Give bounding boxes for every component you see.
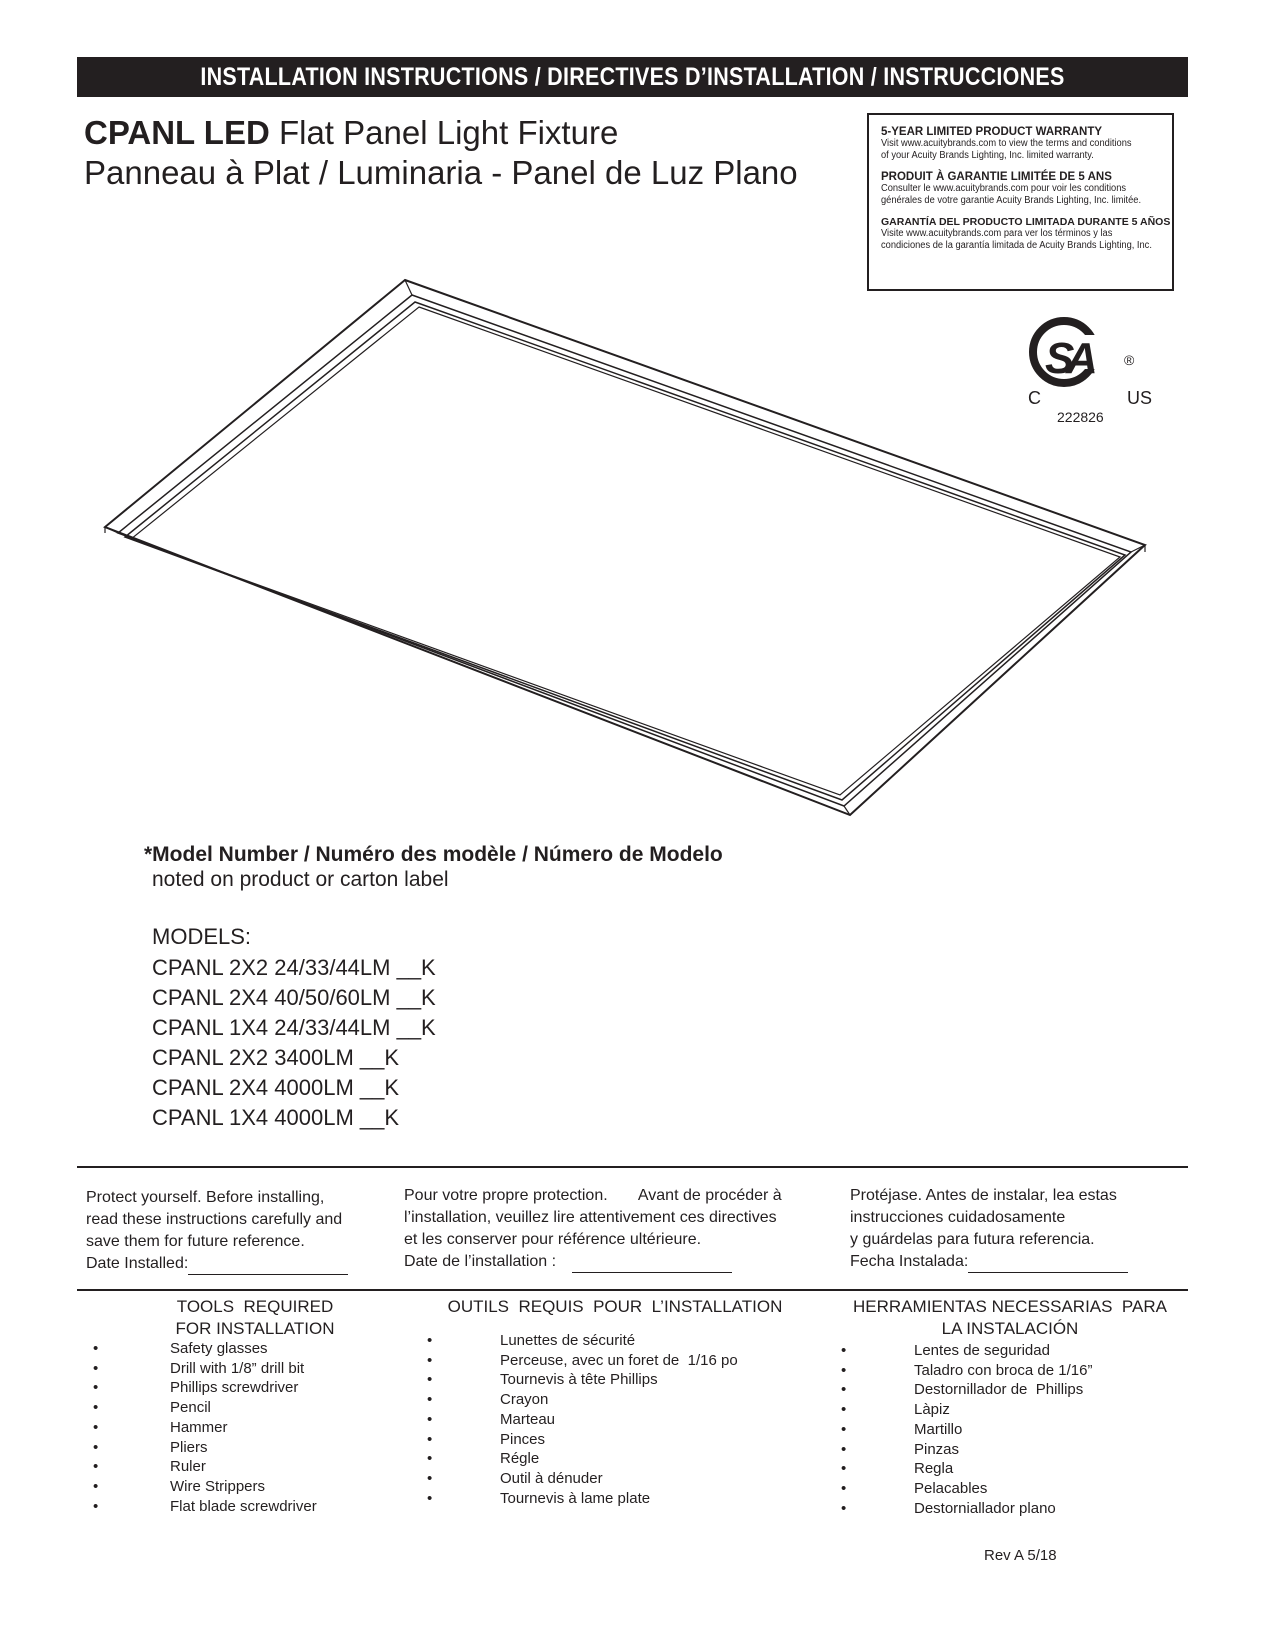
list-item [93, 1418, 317, 1438]
tool-label: Marteau [500, 1410, 556, 1428]
tools-heading-line: OUTILS REQUIS POUR L’INSTALLATION [447, 1297, 783, 1316]
bullet: • [427, 1430, 433, 1448]
protect-notice-es [850, 1185, 1180, 1273]
warranty-fr-heading: PRODUIT À GARANTIE LIMITÉE DE 5 ANS [881, 171, 1112, 183]
bullet: • [427, 1469, 433, 1487]
list-item [427, 1469, 738, 1489]
tool-label: Wire Strippers [170, 1477, 266, 1495]
model-item: CPANL 2X4 40/50/60LM __K [152, 985, 436, 1010]
model-item: CPANL 2X4 4000LM __K [152, 1075, 400, 1100]
tools-heading-fr [420, 1296, 810, 1318]
warranty-en-heading: 5-YEAR LIMITED PRODUCT WARRANTY [881, 126, 1103, 138]
list-item [427, 1449, 738, 1469]
fecha-instalada-row [850, 1251, 1180, 1273]
protect-fr-line: Pour votre propre protection. Avant de procéder à [404, 1187, 782, 1204]
list-item [841, 1341, 1092, 1361]
bullet: • [841, 1361, 847, 1379]
bullet: • [93, 1477, 99, 1495]
warranty-en-line2: of your Acuity Brands Lighting, Inc. limited warranty. [881, 150, 1094, 161]
tools-heading-line: FOR INSTALLATION [175, 1319, 335, 1338]
tool-label: Regla [914, 1460, 954, 1478]
bullet: • [841, 1381, 847, 1399]
tool-label: Pencil [170, 1399, 211, 1417]
warranty-es-line1: Visite www.acuitybrands.com para ver los términos y las [881, 228, 1113, 239]
protect-fr-line: et les conserver pour référence ultérieure. [404, 1231, 702, 1248]
tool-label: Phillips screwdriver [170, 1379, 299, 1397]
divider [77, 1166, 1188, 1168]
bullet: • [93, 1418, 99, 1436]
warranty-fr-line2: générales de votre garantie Acuity Brands Lighting, Inc. limitée. [881, 195, 1142, 206]
bullet: • [427, 1351, 433, 1369]
list-item [93, 1378, 317, 1398]
bullet: • [93, 1359, 99, 1377]
model-item: CPANL 2X2 24/33/44LM __K [152, 955, 436, 980]
warranty-es-line2: condiciones de la garantía limitada de Acuity Brands Lighting, Inc. [881, 240, 1152, 251]
list-item [93, 1359, 317, 1379]
tool-label: Crayon [500, 1391, 549, 1409]
tools-heading-en [120, 1296, 390, 1340]
fecha-instalada-label: Fecha Instalada: [850, 1253, 969, 1270]
tool-label: Tournevis à lame plate [500, 1489, 651, 1507]
list-item [841, 1459, 1092, 1479]
list-item [841, 1499, 1092, 1519]
protect-es-line: Protéjase. Antes de instalar, lea estas [850, 1187, 1117, 1204]
protect-fr-line: l’installation, veuillez lire attentivement ces directives [404, 1209, 777, 1226]
product-subtitle: Panneau à Plat / Luminaria - Panel de Luz Plano [84, 154, 798, 191]
product-brand: CPANL LED [84, 114, 270, 151]
banner-text: INSTALLATION INSTRUCTIONS / DIRECTIVES D’INSTALLATION / INSTRUCCIONES [200, 62, 1065, 91]
model-number-note: noted on product or carton label [152, 868, 449, 891]
list-item [427, 1489, 738, 1509]
fecha-instalada-field[interactable] [968, 1255, 1128, 1273]
bullet: • [841, 1479, 847, 1497]
list-item [93, 1438, 317, 1458]
tool-label: Destornillador de Phillips [914, 1381, 1084, 1399]
csa-c-label: C [1028, 388, 1041, 408]
list-item [427, 1390, 738, 1410]
model-item: CPANL 2X2 3400LM __K [152, 1045, 400, 1070]
tool-label: Taladro con broca de 1/16” [914, 1361, 1093, 1379]
tool-label: Ruler [170, 1458, 206, 1476]
list-item [427, 1430, 738, 1450]
list-item [427, 1410, 738, 1430]
bullet: • [427, 1332, 433, 1349]
warranty-es-heading: GARANTÍA DEL PRODUCTO LIMITADA DURANTE 5 AÑOS [881, 216, 1171, 228]
tools-heading-line: LA INSTALACIÓN [941, 1319, 1079, 1338]
tool-label: Drill with 1/8” drill bit [170, 1359, 305, 1377]
tool-label: Hammer [170, 1418, 228, 1436]
date-installed-field[interactable] [188, 1257, 348, 1275]
bullet: • [93, 1497, 99, 1515]
tool-label: Flat blade screwdriver [170, 1497, 317, 1515]
bullet: • [427, 1410, 433, 1428]
tool-label: Pliers [170, 1438, 208, 1456]
protect-notice-fr [404, 1185, 836, 1273]
list-item [841, 1380, 1092, 1400]
tool-label: Perceuse, avec un foret de 1/16 po [500, 1351, 738, 1369]
bullet: • [427, 1371, 433, 1389]
models-list [152, 953, 436, 1133]
model-number-heading: *Model Number / Numéro des modèle / Número de Modelo [144, 843, 723, 866]
tool-label: Régle [500, 1450, 540, 1468]
tool-label: Lentes de seguridad [914, 1342, 1050, 1359]
tools-list-fr [427, 1331, 738, 1508]
tool-label: Destorniallador plano [914, 1499, 1056, 1517]
tool-label: Làpiz [914, 1401, 950, 1419]
list-item [93, 1457, 317, 1477]
tools-list-en [93, 1339, 317, 1516]
svg-text:S: S [1045, 334, 1075, 383]
list-item [841, 1420, 1092, 1440]
warranty-en-line1: Visit www.acuitybrands.com to view the terms and conditions [881, 138, 1132, 149]
list-item [841, 1400, 1092, 1420]
tool-label: Pinzas [914, 1440, 960, 1458]
protect-en-line: read these instructions carefully and [86, 1211, 343, 1228]
bullet: • [93, 1399, 99, 1417]
tool-label: Pelacables [914, 1479, 988, 1497]
divider [77, 1289, 1188, 1291]
model-item: CPANL 1X4 4000LM __K [152, 1105, 400, 1130]
list-item [93, 1477, 317, 1497]
list-item [841, 1440, 1092, 1460]
tools-heading-line: TOOLS REQUIRED [176, 1297, 334, 1316]
bullet: • [427, 1450, 433, 1468]
bullet: • [841, 1420, 847, 1438]
date-installation-label: Date de l’installation : [404, 1253, 557, 1270]
tool-label: Martillo [914, 1420, 963, 1438]
tool-label: Safety glasses [170, 1340, 268, 1357]
tool-label: Outil à dénuder [500, 1469, 603, 1487]
list-item [93, 1497, 317, 1517]
bullet: • [93, 1438, 99, 1456]
product-title-rest: Flat Panel Light Fixture [269, 114, 619, 151]
csa-number: 222826 [1057, 409, 1104, 425]
protect-notice-en [86, 1187, 386, 1275]
list-item [427, 1331, 738, 1351]
bullet: • [93, 1458, 99, 1476]
bullet: • [93, 1379, 99, 1397]
warranty-fr-line1: Consulter le www.acuitybrands.com pour voir les conditions [881, 183, 1127, 194]
protect-en-line: save them for future reference. [86, 1233, 305, 1250]
date-installation-row [404, 1251, 836, 1273]
tools-list-es [841, 1341, 1092, 1518]
list-item [93, 1398, 317, 1418]
bullet: • [427, 1391, 433, 1409]
date-installed-row [86, 1253, 386, 1275]
registered-mark: ® [1124, 352, 1135, 368]
list-item [427, 1351, 738, 1371]
list-item [93, 1339, 317, 1359]
svg-text:A: A [1066, 334, 1098, 383]
list-item [841, 1361, 1092, 1381]
tools-heading-es [835, 1296, 1185, 1340]
bullet: • [427, 1489, 433, 1507]
date-installation-field[interactable] [572, 1255, 732, 1273]
tools-heading-line: HERRAMIENTAS NECESSARIAS PARA [853, 1297, 1167, 1316]
tool-label: Tournevis à tête Phillips [500, 1371, 658, 1389]
bullet: • [841, 1499, 847, 1517]
bullet: • [93, 1340, 99, 1357]
bullet: • [841, 1401, 847, 1419]
bullet: • [841, 1440, 847, 1458]
date-installed-label: Date Installed: [86, 1255, 189, 1272]
tool-label: Lunettes de sécurité [500, 1332, 636, 1349]
protect-en-line: Protect yourself. Before installing, [86, 1189, 325, 1206]
csa-us-label: US [1127, 388, 1153, 408]
protect-es-line: y guárdelas para futura referencia. [850, 1231, 1095, 1248]
model-item: CPANL 1X4 24/33/44LM __K [152, 1015, 436, 1040]
tool-label: Pinces [500, 1430, 546, 1448]
revision-label: Rev A 5/18 [984, 1547, 1057, 1564]
list-item [427, 1370, 738, 1390]
protect-es-line: instrucciones cuidadosamente [850, 1209, 1066, 1226]
list-item [841, 1479, 1092, 1499]
bullet: • [841, 1342, 847, 1359]
bullet: • [841, 1460, 847, 1478]
models-heading: MODELS: [152, 924, 252, 949]
